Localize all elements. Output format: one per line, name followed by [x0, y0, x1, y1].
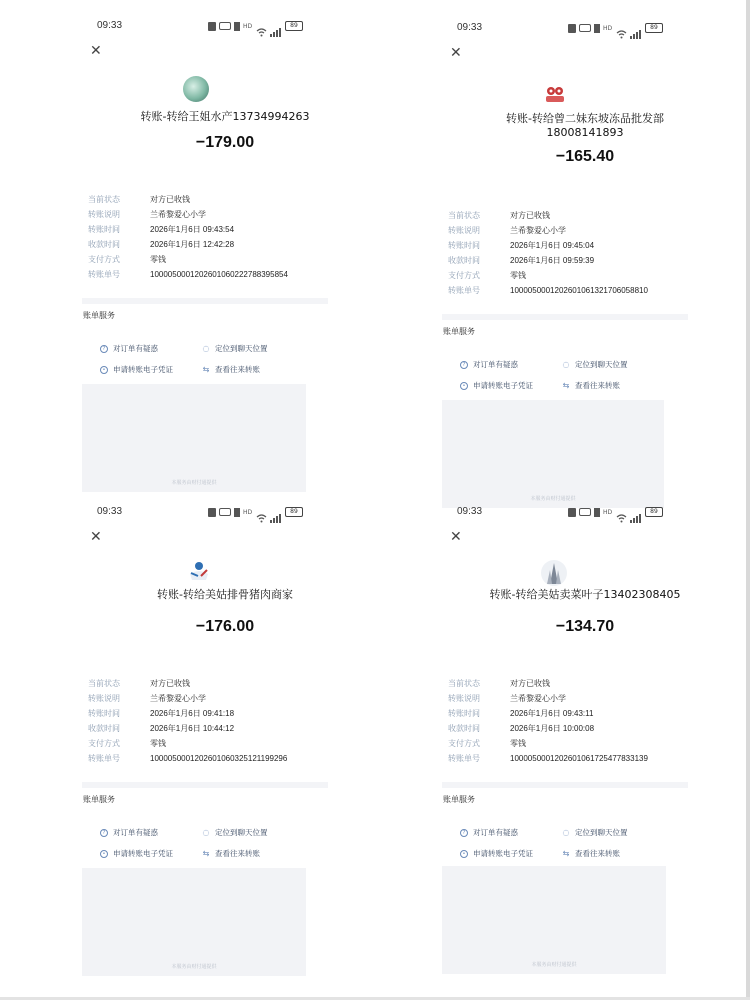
- history-link[interactable]: [562, 848, 662, 859]
- certificate-link[interactable]: [100, 848, 200, 859]
- detail-label: 收款时间: [88, 724, 120, 733]
- services-grid: [460, 822, 700, 864]
- detail-row-pay-method: [448, 736, 738, 751]
- detail-value: 2026年1月6日 09:43:54: [150, 225, 235, 234]
- question-order-link[interactable]: [100, 827, 200, 838]
- history-label: 查看往来转账: [215, 365, 260, 374]
- detail-row-status: [448, 208, 738, 223]
- certificate-label: 申请转账电子凭证: [473, 849, 533, 858]
- detail-row-receive-time: [448, 253, 738, 268]
- wifi-icon: [616, 508, 627, 517]
- status-icons: [568, 506, 663, 518]
- detail-row-note: [448, 223, 738, 238]
- detail-label: 转账时间: [88, 225, 120, 234]
- detail-label: 收款时间: [448, 724, 480, 733]
- detail-value: 零钱: [510, 739, 526, 748]
- detail-label: 转账时间: [448, 709, 480, 718]
- detail-label: 转账说明: [448, 226, 480, 235]
- status-bar: [60, 494, 390, 530]
- certificate-icon: •: [100, 366, 108, 374]
- detail-label: 支付方式: [88, 255, 120, 264]
- detail-row-receive-time: [88, 237, 378, 252]
- detail-label: 转账时间: [88, 709, 120, 718]
- swap-arrows-icon: ⇆: [562, 848, 570, 858]
- signal-icon: [630, 24, 642, 33]
- services-grid: [100, 338, 340, 380]
- payee-name-line1: 转账-转给曾二妹东坡冻品批发部: [506, 112, 664, 125]
- certificate-link[interactable]: [100, 364, 200, 375]
- services-title: 账单服务: [443, 795, 475, 804]
- history-link[interactable]: [202, 848, 302, 859]
- status-bar: [420, 10, 750, 46]
- certificate-icon: •: [460, 382, 468, 390]
- chat-bubble-icon: ◌: [202, 343, 210, 353]
- amount: −179.00: [195, 134, 255, 151]
- transfer-receipt-4: [420, 494, 750, 979]
- locate-chat-label: 定位到聊天位置: [215, 344, 268, 353]
- detail-label: 转账说明: [448, 694, 480, 703]
- payee-name: 转账-转给美姑卖菜叶子13402308405: [489, 588, 681, 601]
- chat-bubble-icon: ◌: [562, 827, 570, 837]
- vibrate-icon: [234, 22, 240, 31]
- status-time: 09:33: [97, 506, 123, 517]
- detail-value: 1000050001202601060325121199296: [150, 754, 288, 763]
- detail-value: 兰希黎爱心小学: [510, 226, 566, 235]
- detail-row-pay-method: [448, 268, 738, 283]
- nfc-icon: [579, 508, 591, 516]
- services-grid: [100, 822, 340, 864]
- history-label: 查看往来转账: [215, 849, 260, 858]
- detail-row-order-no: [448, 283, 738, 298]
- status-icons: [208, 20, 303, 32]
- ad-area: [442, 866, 666, 974]
- detail-row-order-no: [448, 751, 738, 766]
- detail-value: 兰希黎爱心小学: [510, 694, 566, 703]
- certificate-link[interactable]: [460, 848, 560, 859]
- section-divider: [82, 298, 328, 304]
- detail-label: 转账说明: [88, 210, 120, 219]
- detail-value: 2026年1月6日 09:45:04: [510, 241, 595, 250]
- detail-row-order-no: [88, 267, 378, 282]
- question-order-label: 对订单有疑惑: [113, 828, 158, 837]
- swap-arrows-icon: ⇆: [202, 848, 210, 858]
- detail-value: 零钱: [510, 271, 526, 280]
- chat-bubble-icon: ◌: [562, 359, 570, 369]
- detail-row-status: [88, 192, 378, 207]
- ad-footnote: 本服务由财付通提供: [171, 964, 217, 970]
- certificate-label: 申请转账电子凭证: [113, 365, 173, 374]
- question-circle-icon: ?: [100, 829, 108, 837]
- detail-label: 当前状态: [88, 679, 120, 688]
- detail-row-status: [448, 676, 738, 691]
- detail-label: 转账说明: [88, 694, 120, 703]
- detail-value: 2026年1月6日 10:44:12: [150, 724, 235, 733]
- app-notification-icon: [568, 508, 576, 517]
- battery-icon: 89: [285, 21, 303, 31]
- payee-phone: 18008141893: [546, 126, 624, 139]
- certificate-icon: •: [460, 850, 468, 858]
- services-title: 账单服务: [443, 327, 475, 336]
- transfer-receipt-3: [60, 494, 390, 979]
- locate-chat-link[interactable]: [202, 343, 302, 354]
- amount: −165.40: [555, 148, 615, 165]
- detail-value: 2026年1月6日 09:41:18: [150, 709, 235, 718]
- detail-label: 转账时间: [448, 241, 480, 250]
- question-circle-icon: ?: [460, 829, 468, 837]
- detail-value: 对方已收钱: [150, 679, 190, 688]
- status-time: 09:33: [457, 506, 483, 517]
- hd-icon: HD: [603, 508, 613, 516]
- payee-name: 转账-转给王姐水产13734994263: [140, 110, 310, 123]
- details-list: [88, 192, 378, 282]
- section-divider: [442, 314, 688, 320]
- detail-value: 1000050001202601060222788395854: [150, 270, 288, 279]
- history-link[interactable]: [562, 380, 662, 391]
- question-order-label: 对订单有疑惑: [113, 344, 158, 353]
- detail-label: 收款时间: [88, 240, 120, 249]
- details-list: [448, 676, 738, 766]
- detail-value: 对方已收钱: [510, 211, 550, 220]
- ad-area: [82, 868, 306, 976]
- wifi-icon: [256, 508, 267, 517]
- avatar: [541, 560, 567, 586]
- detail-value: 1000050001202601061321706058810: [510, 286, 648, 295]
- question-order-label: 对订单有疑惑: [473, 828, 518, 837]
- history-link[interactable]: [202, 364, 302, 375]
- locate-chat-link[interactable]: [202, 827, 302, 838]
- section-divider: [82, 782, 328, 788]
- detail-row-status: [88, 676, 378, 691]
- certificate-icon: •: [100, 850, 108, 858]
- battery-icon: 89: [645, 507, 663, 517]
- detail-row-pay-method: [88, 736, 378, 751]
- transfer-receipt-1: [60, 8, 390, 493]
- status-time: 09:33: [97, 20, 123, 31]
- details-list: [88, 676, 378, 766]
- question-order-label: 对订单有疑惑: [473, 360, 518, 369]
- nfc-icon: [579, 24, 591, 32]
- close-icon[interactable]: ✕: [450, 529, 462, 545]
- question-order-link[interactable]: [460, 359, 560, 370]
- hd-icon: HD: [243, 508, 253, 516]
- locate-chat-link[interactable]: [562, 359, 662, 370]
- detail-row-receive-time: [88, 721, 378, 736]
- detail-label: 支付方式: [88, 739, 120, 748]
- details-list: [448, 208, 738, 298]
- detail-label: 收款时间: [448, 256, 480, 265]
- detail-row-note: [88, 691, 378, 706]
- detail-value: 对方已收钱: [150, 195, 190, 204]
- transfer-receipt-2: [420, 10, 750, 502]
- battery-icon: 89: [285, 507, 303, 517]
- signal-icon: [630, 508, 642, 517]
- history-label: 查看往来转账: [575, 849, 620, 858]
- certificate-link[interactable]: [460, 380, 560, 391]
- ad-footnote: 本服务由财付通提供: [531, 962, 577, 968]
- status-icons: [208, 506, 303, 518]
- app-notification-icon: [208, 508, 216, 517]
- wifi-icon: [616, 24, 627, 33]
- detail-value: 2026年1月6日 10:00:08: [510, 724, 595, 733]
- detail-row-transfer-time: [88, 222, 378, 237]
- question-circle-icon: ?: [460, 361, 468, 369]
- detail-row-order-no: [88, 751, 378, 766]
- nfc-icon: [219, 508, 231, 516]
- detail-label: 支付方式: [448, 739, 480, 748]
- locate-chat-label: 定位到聊天位置: [575, 828, 628, 837]
- detail-label: 当前状态: [88, 195, 120, 204]
- hd-icon: HD: [603, 24, 613, 32]
- avatar: [183, 76, 209, 102]
- detail-row-note: [88, 207, 378, 222]
- ad-footnote: 本服务由财付通提供: [171, 480, 217, 486]
- detail-row-receive-time: [448, 721, 738, 736]
- detail-value: 零钱: [150, 255, 166, 264]
- ad-area: [82, 384, 306, 492]
- detail-label: 转账单号: [448, 754, 480, 763]
- status-bar: [420, 494, 750, 530]
- amount: −134.70: [555, 618, 615, 635]
- detail-label: 转账单号: [88, 270, 120, 279]
- detail-value: 零钱: [150, 739, 166, 748]
- signal-icon: [270, 508, 282, 517]
- section-divider: [442, 782, 688, 788]
- history-label: 查看往来转账: [575, 381, 620, 390]
- detail-row-transfer-time: [448, 238, 738, 253]
- close-icon[interactable]: ✕: [90, 43, 102, 59]
- payee-name: 转账-转给美姑排骨猪肉商家: [157, 588, 293, 601]
- close-icon[interactable]: ✕: [90, 529, 102, 545]
- vibrate-icon: [234, 508, 240, 517]
- services-title: 账单服务: [83, 795, 115, 804]
- detail-label: 转账单号: [448, 286, 480, 295]
- amount: −176.00: [195, 618, 255, 635]
- locate-chat-label: 定位到聊天位置: [575, 360, 628, 369]
- services-grid: [460, 354, 700, 396]
- detail-value: 2026年1月6日 09:59:39: [510, 256, 595, 265]
- payee-name: [420, 112, 750, 140]
- status-time: 09:33: [457, 22, 483, 33]
- swap-arrows-icon: ⇆: [202, 364, 210, 374]
- question-circle-icon: ?: [100, 345, 108, 353]
- detail-value: 对方已收钱: [510, 679, 550, 688]
- close-icon[interactable]: ✕: [450, 45, 462, 61]
- detail-label: 当前状态: [448, 211, 480, 220]
- detail-row-note: [448, 691, 738, 706]
- vibrate-icon: [594, 508, 600, 517]
- question-order-link[interactable]: [460, 827, 560, 838]
- app-notification-icon: [208, 22, 216, 31]
- detail-label: 当前状态: [448, 679, 480, 688]
- question-order-link[interactable]: [100, 343, 200, 354]
- avatar: [542, 81, 568, 107]
- ad-footnote: 本服务由财付通提供: [530, 496, 576, 502]
- detail-value: 兰希黎爱心小学: [150, 210, 206, 219]
- detail-label: 转账单号: [88, 754, 120, 763]
- hd-icon: HD: [243, 22, 253, 30]
- swap-arrows-icon: ⇆: [562, 380, 570, 390]
- locate-chat-link[interactable]: [562, 827, 662, 838]
- detail-row-pay-method: [88, 252, 378, 267]
- wifi-icon: [256, 22, 267, 31]
- detail-row-transfer-time: [448, 706, 738, 721]
- chat-bubble-icon: ◌: [202, 827, 210, 837]
- nfc-icon: [219, 22, 231, 30]
- certificate-label: 申请转账电子凭证: [113, 849, 173, 858]
- detail-value: 2026年1月6日 12:42:28: [150, 240, 235, 249]
- avatar: [186, 558, 212, 584]
- status-icons: [568, 22, 663, 34]
- battery-icon: 89: [645, 23, 663, 33]
- signal-icon: [270, 22, 282, 31]
- app-notification-icon: [568, 24, 576, 33]
- locate-chat-label: 定位到聊天位置: [215, 828, 268, 837]
- detail-label: 支付方式: [448, 271, 480, 280]
- detail-row-transfer-time: [88, 706, 378, 721]
- vibrate-icon: [594, 24, 600, 33]
- certificate-label: 申请转账电子凭证: [473, 381, 533, 390]
- services-title: 账单服务: [83, 311, 115, 320]
- status-bar: [60, 8, 390, 44]
- detail-value: 2026年1月6日 09:43:11: [510, 709, 594, 718]
- ad-area: [442, 400, 664, 508]
- detail-value: 1000050001202601061725477833139: [510, 754, 648, 763]
- detail-value: 兰希黎爱心小学: [150, 694, 206, 703]
